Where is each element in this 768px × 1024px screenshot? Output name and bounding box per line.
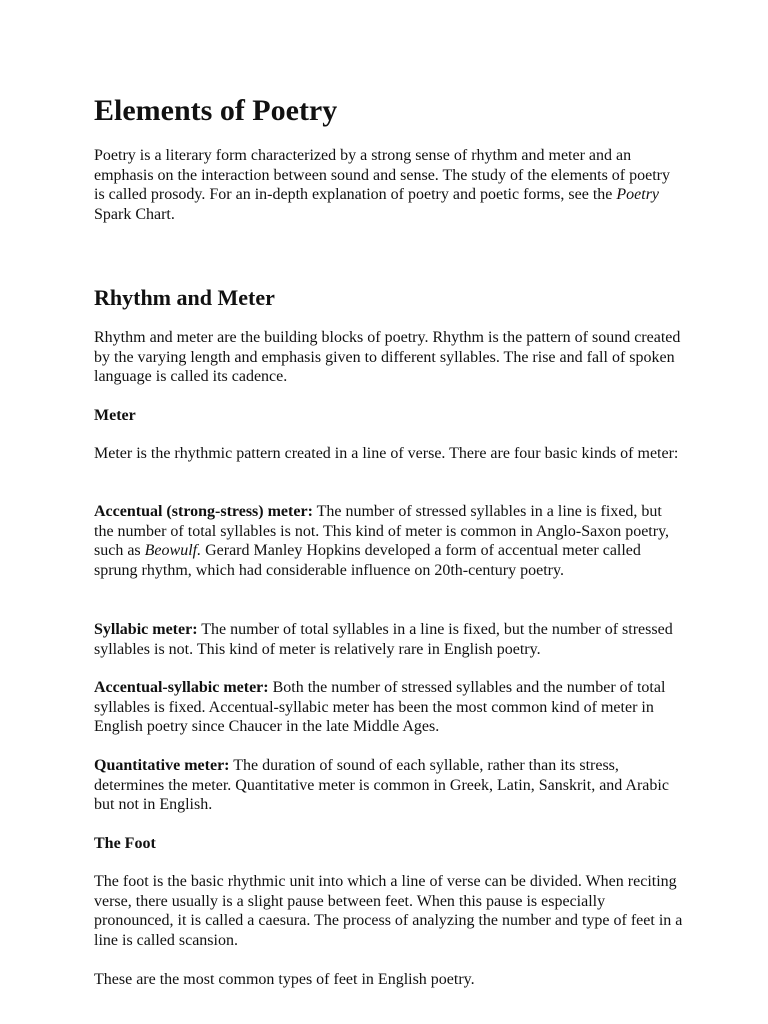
- syllabic-meter-term: Syllabic meter:: [94, 621, 198, 638]
- rhythm-paragraph: Rhythm and meter are the building blocks of poetry. Rhythm is the pattern of sound created by the varying length and emphasis given to different syllables. The rise and fall of spoken language is called its cadence.: [94, 329, 681, 386]
- intro-paragraph: [94, 146, 684, 224]
- meter-paragraph: Meter is the rhythmic pattern created in a line of verse. There are four basic kinds of meter:: [94, 445, 679, 462]
- syllabic-meter-text: The number of total syllables in a line is fixed, but the number of stressed syllables is not. This kind of meter is relatively rare in English poetry.: [94, 621, 673, 658]
- beowulf-italic: Beowulf.: [144, 542, 202, 560]
- accentual-syllabic-meter-text: Both the number of stressed syllables and the number of total syllables is fixed. Accentual-syllabic meter has been the most common kind of meter in English poetry since Chaucer in the late Middle Ages.: [94, 679, 666, 736]
- accentual-syllabic-meter-paragraph: [94, 678, 684, 737]
- section-heading-rhythm-and-meter: Rhythm and Meter: [94, 285, 275, 310]
- quantitative-meter-term: Quantitative meter:: [94, 757, 230, 774]
- quantitative-meter-text: The duration of sound of each syllable, rather than its stress, determines the meter. Quantitative meter is common in Greek, Latin, Sanskrit, and Arabic but not in English.: [94, 757, 669, 814]
- quantitative-meter-paragraph: [94, 756, 684, 815]
- foot-closing-paragraph: These are the most common types of feet in English poetry.: [94, 971, 475, 988]
- accentual-meter-text-after: Gerard Manley Hopkins developed a form of accentual meter called sprung rhythm, which had considerable influence on 20th-century poetry.: [94, 542, 641, 579]
- page-title: Elements of Poetry: [94, 94, 338, 127]
- accentual-meter-term: Accentual (strong-stress) meter:: [94, 503, 313, 520]
- accentual-meter-text-before: The number of stressed syllables in a line is fixed, but the number of total syllables is not. This kind of meter is common in Anglo-Saxon poetry, such as: [94, 503, 670, 560]
- subheading-meter: Meter: [94, 407, 136, 424]
- accentual-meter-paragraph: [94, 502, 684, 580]
- foot-paragraph: The foot is the basic rhythmic unit into which a line of verse can be divided. When reciting verse, there usually is a slight pause between feet. When this pause is especially pronounced, it is called a caesura. The process of analyzing the number and type of feet in a line is called scansion.: [94, 873, 683, 949]
- subheading-the-foot: The Foot: [94, 835, 156, 852]
- accentual-syllabic-meter-term: Accentual-syllabic meter:: [94, 679, 269, 696]
- intro-text-before: Poetry is a literary form characterized by a strong sense of rhythm and meter and an emphasis on the interaction between sound and sense. The study of the elements of poetry is called prosody. For an in-depth explanation of poetry and poetic forms, see the: [94, 147, 670, 204]
- intro-italic-title: Poetry: [616, 186, 660, 204]
- intro-text-after: Spark Chart.: [94, 205, 175, 223]
- syllabic-meter-paragraph: [94, 620, 684, 659]
